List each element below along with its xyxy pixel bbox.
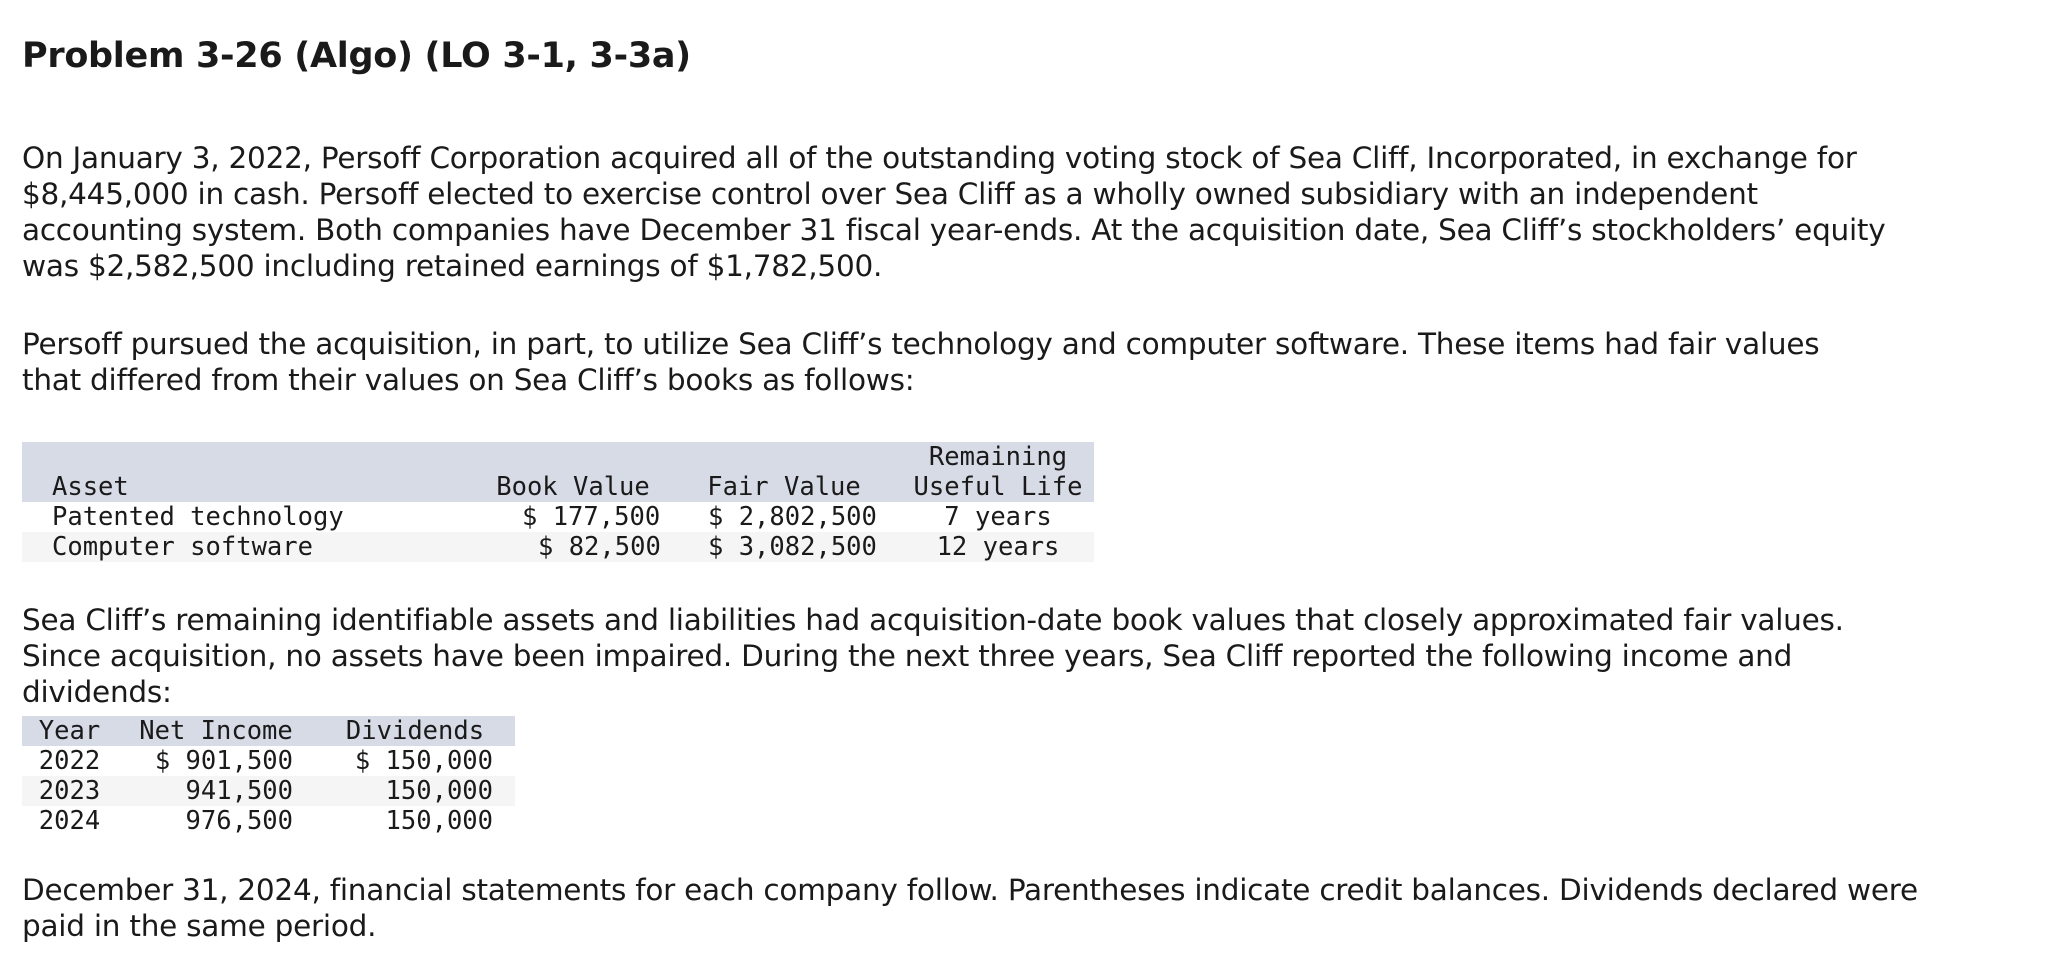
fair-value-paragraph: Persoff pursued the acquisition, in part, to utilize Sea Cliff’s technology and computer software. These items had fair values that differed from their values on Sea Cliff’s books as follows: (22, 327, 1820, 397)
book-value-header: Book Value (496, 472, 650, 502)
useful-life: 12 years (936, 532, 1060, 562)
year: 2024 (38, 806, 101, 836)
table-row (22, 806, 515, 836)
year: 2022 (38, 746, 101, 776)
intro-paragraph: On January 3, 2022, Persoff Corporation acquired all of the outstanding voting stock of Sea Cliff, Incorporated, in exchange for $8,445,000 in cash. Persoff elected to exercise control over Sea Cliff as a wholly owned subsidiary with an independent accounting system. Both companies have December 31 fiscal year-ends. At the acquisition date, Sea Cliff’s stockholders’ equity was $2,582,500 including retained earnings of $1,782,500. (22, 141, 1886, 283)
table-row (22, 502, 1094, 532)
table-row (22, 776, 515, 806)
table-row (22, 746, 515, 776)
dividends: 150,000 (385, 806, 493, 836)
problem-title: Problem 3-26 (Algo) (LO 3-1, 3-3a) (22, 36, 691, 76)
book-value: $ 177,500 (522, 502, 661, 532)
net-income: 976,500 (185, 806, 293, 836)
net-income: 941,500 (185, 776, 293, 806)
table-row (22, 532, 1094, 562)
fair-value: $ 2,802,500 (708, 502, 877, 532)
income-intro-paragraph: Sea Cliff’s remaining identifiable assets and liabilities had acquisition-date book values that closely approximated fair values. Since acquisition, no assets have been impaired. During the next three years, Sea Cliff reported the following income and dividends: (22, 603, 1844, 709)
asset-table-header-row (22, 442, 1094, 472)
book-value: $ 82,500 (538, 532, 661, 562)
remaining-header-line1: Remaining (928, 442, 1068, 472)
asset-name: Computer software (52, 532, 313, 562)
asset-fair-value-table (22, 442, 1094, 562)
year-header: Year (38, 716, 101, 746)
asset-name: Patented technology (52, 502, 344, 532)
income-table-header-row (22, 716, 515, 746)
remaining-header-line2: Useful Life (913, 472, 1083, 502)
useful-life: 7 years (944, 502, 1052, 532)
net-income: $ 901,500 (154, 746, 293, 776)
dividends-header: Dividends (345, 716, 485, 746)
asset-header: Asset (52, 472, 129, 502)
fair-value: $ 3,082,500 (708, 532, 877, 562)
year: 2023 (38, 776, 101, 806)
dividends: $ 150,000 (354, 746, 493, 776)
dividends: 150,000 (385, 776, 493, 806)
net-income-header: Net Income (139, 716, 293, 746)
asset-table-header-row-2 (22, 472, 1094, 502)
fair-value-header: Fair Value (707, 472, 861, 502)
income-dividends-table (22, 716, 515, 836)
financial-statements-paragraph: December 31, 2024, financial statements for each company follow. Parentheses indicate credit balances. Dividends declared were paid in the same period. (22, 873, 1918, 943)
